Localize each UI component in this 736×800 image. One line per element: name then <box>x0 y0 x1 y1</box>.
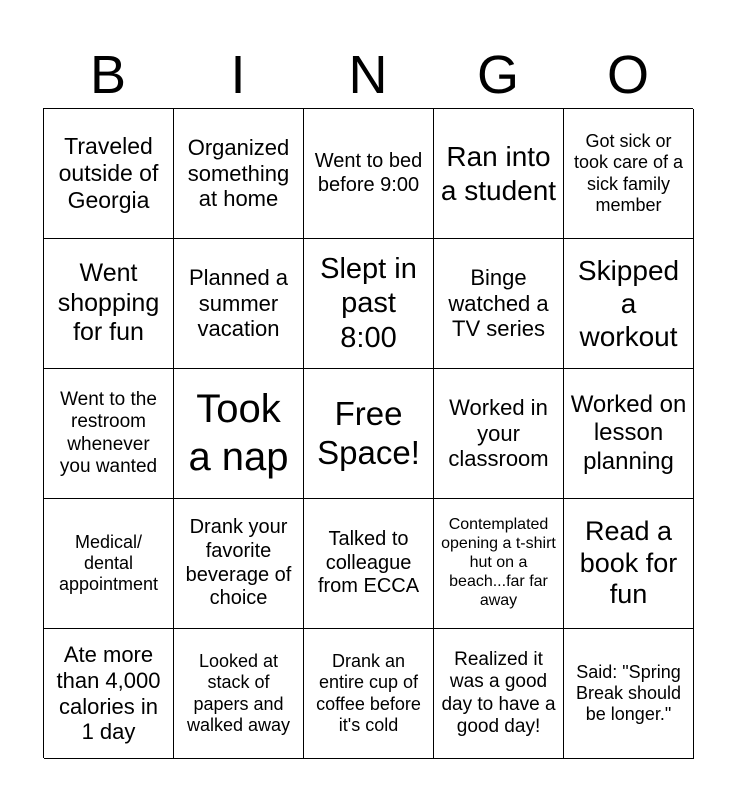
cell-text: Talked to colleague from ECCA <box>317 528 420 598</box>
header-letter-o: O <box>606 45 649 105</box>
bingo-cell[interactable] <box>434 369 564 499</box>
cell-text: Looked at stack of papers and walked away <box>186 651 291 735</box>
cell-text: Worked in your classroom <box>448 394 549 472</box>
cell-text: Binge watched a TV series <box>448 264 549 342</box>
bingo-cell[interactable] <box>44 629 174 759</box>
cell-text: Went to the restroom whenever you wanted <box>59 388 158 477</box>
cell-text: Ran into a student <box>440 141 557 206</box>
bingo-cell[interactable] <box>44 499 174 629</box>
cell-text: Went shopping for fun <box>57 259 160 347</box>
cell-text: Organized something at home <box>187 134 290 212</box>
bingo-cell[interactable] <box>434 239 564 369</box>
bingo-cell[interactable] <box>434 629 564 759</box>
cell-text: Planned a summer vacation <box>188 264 289 342</box>
bingo-cell[interactable] <box>304 499 434 629</box>
bingo-cell[interactable] <box>564 499 694 629</box>
bingo-cell[interactable] <box>44 239 174 369</box>
header-letter-n: N <box>348 45 388 105</box>
cell-text: Medical/ dental appointment <box>58 531 159 595</box>
bingo-header <box>43 42 693 108</box>
header-letter-i: I <box>230 45 246 105</box>
bingo-cell[interactable] <box>304 239 434 369</box>
cell-text: Ate more than 4,000 calories in 1 day <box>56 641 161 745</box>
bingo-cell[interactable] <box>434 109 564 239</box>
bingo-cell[interactable] <box>174 369 304 499</box>
cell-text: Took a nap <box>188 387 289 479</box>
cell-text: Drank your favorite beverage of choice <box>185 516 292 610</box>
cell-text: Traveled outside of Georgia <box>58 132 159 214</box>
bingo-cell[interactable] <box>174 239 304 369</box>
bingo-cell[interactable] <box>44 109 174 239</box>
cell-text: Slept in past 8:00 <box>320 253 417 354</box>
cell-text: Went to bed before 9:00 <box>314 149 423 196</box>
header-letter-b: B <box>89 45 127 105</box>
bingo-cell[interactable] <box>44 369 174 499</box>
bingo-cell[interactable] <box>304 629 434 759</box>
bingo-cell[interactable] <box>304 369 434 499</box>
cell-text: Contemplated opening a t-shirt hut on a beach...far far away <box>441 516 556 609</box>
bingo-cell[interactable] <box>174 629 304 759</box>
bingo-cell[interactable] <box>564 629 694 759</box>
cell-text: Realized it was a good day to have a good day! <box>441 648 556 737</box>
cell-text: Worked on lesson planning <box>570 391 687 475</box>
cell-text: Got sick or took care of a sick family member <box>573 131 684 215</box>
bingo-cell[interactable] <box>434 499 564 629</box>
bingo-grid <box>43 108 693 758</box>
bingo-cell[interactable] <box>174 499 304 629</box>
cell-text: Said: "Spring Break should be longer." <box>575 661 682 725</box>
cell-text: Skipped a workout <box>577 254 680 353</box>
cell-text: Read a book for fun <box>579 515 678 610</box>
bingo-cell[interactable] <box>564 239 694 369</box>
bingo-cell[interactable] <box>564 369 694 499</box>
cell-text: Drank an entire cup of coffee before it's cold <box>316 651 421 735</box>
bingo-cell[interactable] <box>174 109 304 239</box>
bingo-cell[interactable] <box>304 109 434 239</box>
free-space-text: Free Space! <box>317 394 420 471</box>
bingo-cell[interactable] <box>564 109 694 239</box>
header-letter-g: G <box>476 45 519 105</box>
